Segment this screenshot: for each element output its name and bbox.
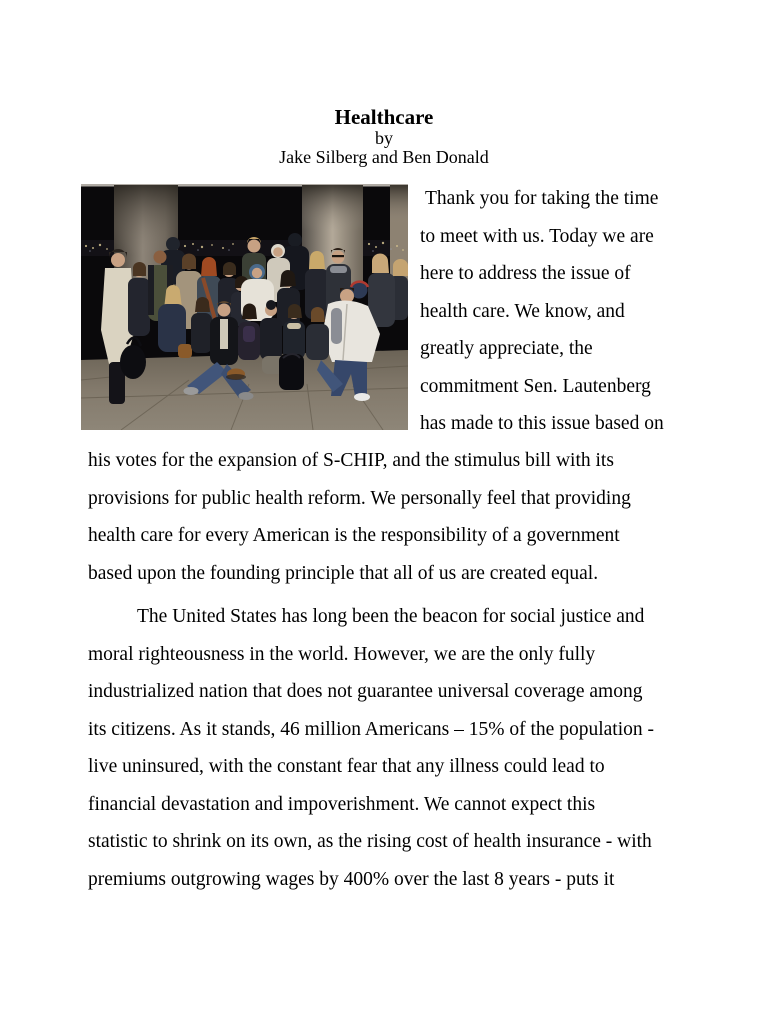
text-line: Thank you for taking the time [425, 188, 659, 209]
paragraph-1-beside-photo [420, 180, 750, 443]
text-line: premiums outgrowing wages by 400% over the last 8 years - puts it [88, 868, 615, 890]
group-photo [81, 184, 408, 430]
text-line: commitment Sen. Lautenberg [420, 375, 651, 397]
title-block [0, 105, 768, 167]
text-line: moral righteousness in the world. However, we are the only fully [88, 643, 596, 665]
text-line: financial devastation and impoverishment. We cannot expect this [88, 793, 596, 815]
text-line: his votes for the expansion of S-CHIP, and the stimulus bill with its [88, 450, 614, 471]
text-line: here to address the issue of [420, 263, 631, 284]
text-line: based upon the founding principle that all of us are created equal. [88, 562, 599, 584]
paragraph-1-continued [88, 442, 748, 592]
text-line: industrialized nation that does not guarantee universal coverage among [88, 681, 643, 702]
document-title: Healthcare [334, 105, 434, 129]
text-line: greatly appreciate, the [420, 338, 593, 359]
text-line: to meet with us. Today we are [420, 225, 654, 247]
text-line: statistic to shrink on its own, as the rising cost of health insurance - with [88, 831, 652, 852]
text-line: health care for every American is the responsibility of a government [88, 525, 620, 546]
byline-prefix: by [375, 128, 393, 148]
paragraph-2 [88, 598, 758, 898]
text-line: has made to this issue based on [420, 413, 664, 434]
text-line: provisions for public health reform. We personally feel that providing [88, 487, 631, 509]
text-line: health care. We know, and [420, 300, 625, 322]
byline-authors: Jake Silberg and Ben Donald [279, 147, 489, 167]
text-line: live uninsured, with the constant fear that any illness could lead to [88, 756, 605, 777]
text-line: The United States has long been the beacon for social justice and [137, 606, 645, 627]
text-line: its citizens. As it stands, 46 million Americans – 15% of the population - [88, 718, 654, 740]
group-photo-image [81, 184, 408, 430]
